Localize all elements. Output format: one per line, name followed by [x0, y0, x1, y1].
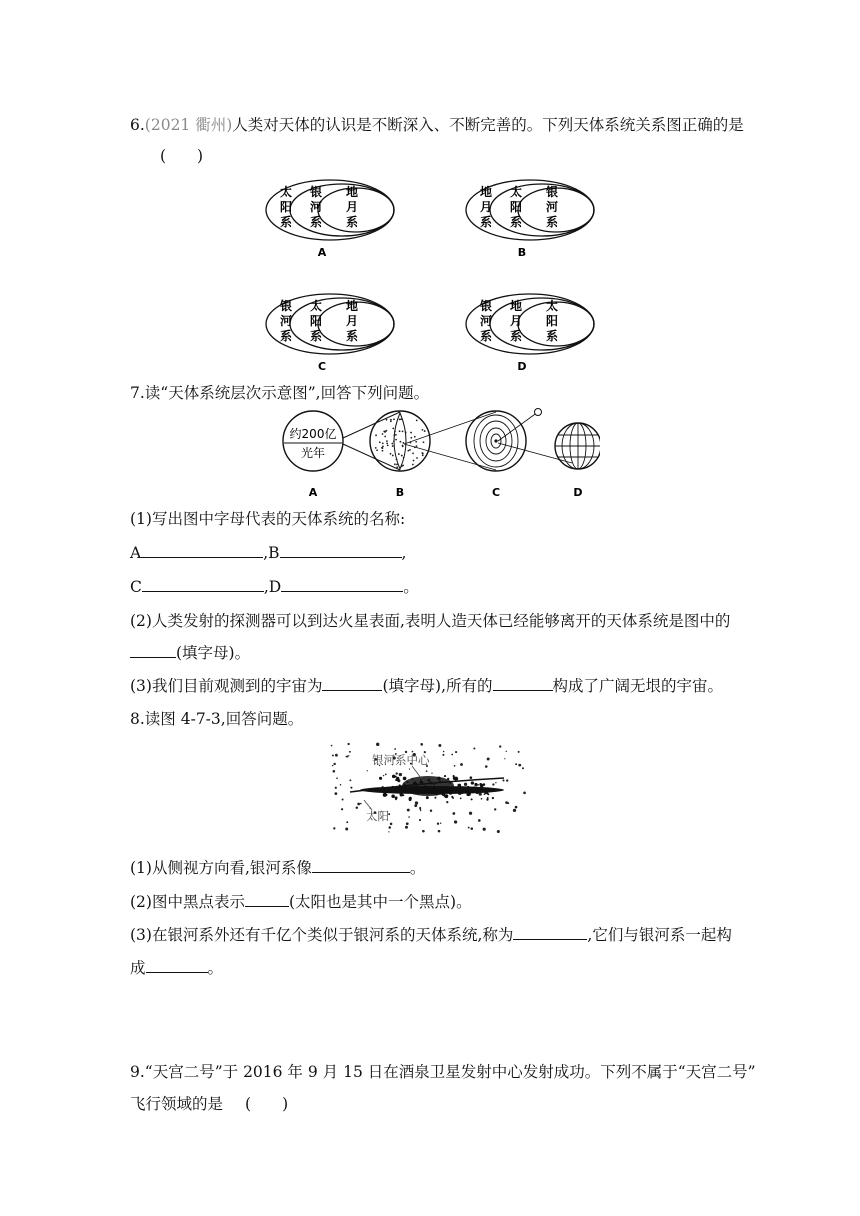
q6-b-middle-char: 阳 [509, 200, 523, 214]
q6-a-inner-char: 系 [345, 215, 359, 229]
q6-diagram-options [262, 178, 602, 378]
q6-option-letter: B [517, 246, 527, 259]
q6-b-outer-char: 系 [479, 215, 493, 229]
q6-b-middle-char: 系 [509, 215, 523, 229]
blank-c[interactable] [142, 577, 264, 592]
q6-b-middle-char: 太 [509, 185, 523, 199]
q6-option-letter: D [517, 360, 527, 373]
q9-stem-line1: 9.“天宫二号”于 2016 年 9 月 15 日在酒泉卫星发射中心发射成功。下列不属于“天宫二号” [130, 1063, 756, 1081]
q9-answer-bracket: ( ) [245, 1095, 289, 1113]
q6-d-outer-char: 银 [479, 299, 493, 313]
q6-option-c [266, 294, 394, 373]
q6-a-middle-char: 河 [309, 200, 323, 214]
q6-b-inner-char: 系 [545, 215, 559, 229]
q6-c-inner-char: 月 [345, 314, 359, 328]
label-sun: 太阳 [366, 809, 389, 823]
q6-option-letter: C [317, 360, 327, 373]
q8-stem: 8.读图 4-7-3,回答问题。 [130, 710, 304, 728]
q6-d-middle-char: 月 [509, 314, 523, 328]
q6-d-outer-char: 系 [479, 329, 493, 343]
q6-c-inner-char: 地 [345, 299, 359, 313]
q6-d-middle-char: 系 [509, 329, 523, 343]
q8-part1: (1)从侧视方向看,银河系像 。 [130, 859, 426, 877]
q8-galaxy-side-view-figure [320, 738, 540, 838]
q6-d-inner-char: 系 [545, 329, 559, 343]
label-galaxy-center: 银河系中心 [372, 753, 430, 767]
q7-stem: 7.读“天体系统层次示意图”,回答下列问题。 [130, 384, 430, 402]
blank-q8-3a[interactable] [513, 925, 587, 940]
q6-stem: 6.(2021 衢州)人类对天体的认识是不断深入、不断完善的。下列天体系统关系图正确的是 [130, 116, 744, 134]
q6-a-outer-char: 阳 [279, 200, 293, 214]
q6-a-middle-char: 系 [309, 215, 323, 229]
q9-stem-line2: 飞行领域的是 ( ) [130, 1095, 289, 1113]
blank-q7-3b[interactable] [493, 676, 553, 691]
fig-letter-a: A [308, 486, 318, 499]
q6-a-outer-char: 太 [279, 185, 293, 199]
q6-a-inner-char: 月 [345, 200, 359, 214]
blank-q8-1[interactable] [312, 858, 410, 873]
q6-c-middle-char: 系 [309, 329, 323, 343]
q6-a-outer-char: 系 [279, 215, 293, 229]
blank-d[interactable] [281, 577, 403, 592]
q6-c-middle-char: 太 [309, 299, 323, 313]
fig-a-circle [283, 411, 343, 471]
fig-a-top-label: 约200亿 [289, 427, 337, 441]
q7-system-levels-figure [280, 408, 600, 503]
fig-letter-b: B [395, 486, 405, 499]
q6-a-inner-char: 地 [345, 185, 359, 199]
q6-source: (2021 衢州) [144, 116, 233, 134]
q6-a-middle-char: 银 [309, 185, 323, 199]
q6-d-outer-char: 河 [479, 314, 493, 328]
q6-c-outer-char: 银 [279, 299, 293, 313]
q7-part2-line1: (2)人类发射的探测器可以到达火星表面,表明人造天体已经能够离开的天体系统是图中的 [130, 612, 731, 630]
blank-q8-2[interactable] [245, 892, 289, 907]
q6-d-middle-char: 地 [509, 299, 523, 313]
q8-part3-line2: 成 。 [130, 959, 224, 977]
q7-part1-prompt: (1)写出图中字母代表的天体系统的名称: [130, 510, 406, 528]
q7-part1-row2: C ,D 。 [130, 578, 419, 596]
q8-part2: (2)图中黑点表示 (太阳也是其中一个黑点)。 [130, 893, 472, 911]
q6-b-inner-char: 银 [545, 185, 559, 199]
blank-q7-2[interactable] [130, 643, 176, 658]
fig-letter-c: C [491, 486, 501, 499]
q6-b-outer-char: 地 [479, 185, 493, 199]
q6-d-inner-char: 太 [545, 299, 559, 313]
blank-a[interactable] [141, 543, 263, 558]
q6-option-d [466, 294, 594, 373]
q6-answer-bracket: ( ) [160, 147, 204, 165]
blank-b[interactable] [280, 543, 402, 558]
q6-option-b [466, 180, 594, 259]
q7-part1-row1: A ,B , [130, 544, 407, 562]
fig-letter-d: D [573, 486, 583, 499]
q6-option-letter: A [317, 246, 327, 259]
q6-c-inner-char: 系 [345, 329, 359, 343]
q6-b-inner-char: 河 [545, 200, 559, 214]
blank-q8-3b[interactable] [146, 958, 208, 973]
fig-a-bottom-label: 光年 [300, 446, 326, 460]
q6-d-inner-char: 阳 [545, 314, 559, 328]
q7-part2-line2: (填字母)。 [130, 643, 250, 663]
q7-part3: (3)我们目前观测到的宇宙为 (填字母),所有的 构成了广阔无垠的宇宙。 [130, 677, 724, 695]
q6-c-outer-char: 河 [279, 314, 293, 328]
q8-part3-line1: (3)在银河系外还有千亿个类似于银河系的天体系统,称为 ,它们与银河系一起构 [130, 926, 732, 944]
q6-option-a [266, 180, 394, 259]
q6-c-outer-char: 系 [279, 329, 293, 343]
q6-b-outer-char: 月 [479, 200, 493, 214]
q6-c-middle-char: 阳 [309, 314, 323, 328]
blank-q7-3a[interactable] [322, 676, 382, 691]
